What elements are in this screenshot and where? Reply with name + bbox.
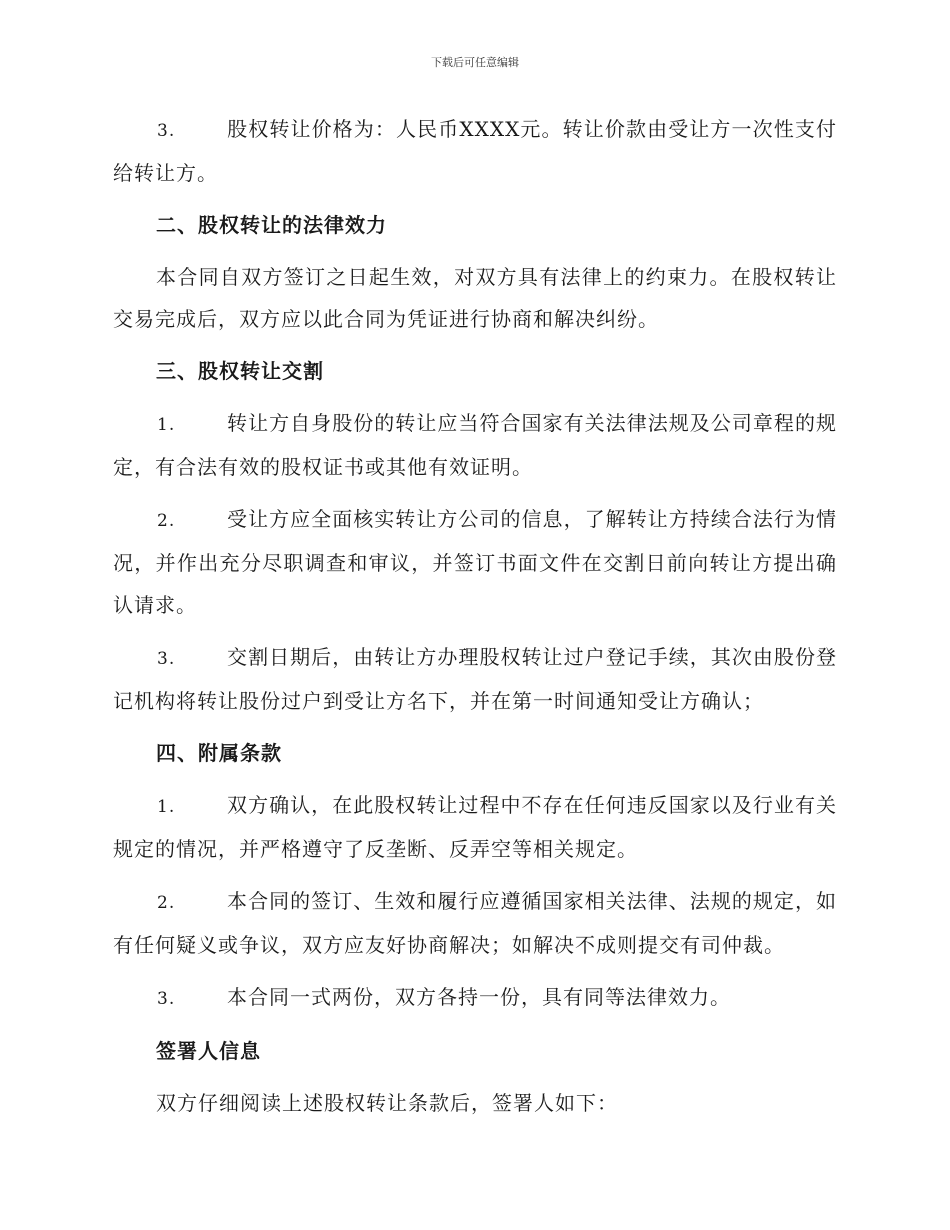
- page-header: 下载后可任意编辑: [431, 56, 519, 69]
- section-heading-delivery: 三、股权转让交割: [156, 359, 324, 383]
- clause-delivery-1: [113, 402, 837, 488]
- section-heading-legal-effect: 二、股权转让的法律效力: [156, 213, 387, 237]
- clause-price: [113, 108, 837, 194]
- clause-text: 股权转让价格为：人民币XXXX元。转让价款由受让方一次性支付给转让方。: [113, 117, 837, 185]
- clause-delivery-2: [113, 498, 837, 626]
- clause-number: 3.: [157, 121, 176, 141]
- clause-text: 本合同的签订、生效和履行应遵循国家相关法律、法规的规定，如有任何疑义或争议，双方应友好协商解决；如解决不成则提交有司仲裁。: [113, 889, 837, 957]
- clause-text: 交割日期后，由转让方办理股权转让过户登记手续，其次由股份登记机构将转让股份过户到受让方名下，并在第一时间通知受让方确认；: [113, 645, 837, 713]
- clause-number: 2.: [157, 893, 176, 913]
- paragraph-legal-effect: 本合同自双方签订之日起生效，对双方具有法律上的约束力。在股权转让交易完成后，双方应以此合同为凭证进行协商和解决纠纷。: [113, 265, 837, 331]
- clause-text: 本合同一式两份，双方各持一份，具有同等法律效力。: [227, 985, 731, 1009]
- clause-delivery-3: [113, 636, 837, 722]
- clause-number: 1.: [157, 415, 176, 435]
- paragraph-signatories: 双方仔细阅读上述股权转让条款后，签署人如下：: [156, 1091, 618, 1115]
- clause-text: 转让方自身股份的转让应当符合国家有关法律法规及公司章程的规定，有合法有效的股权证书或其他有效证明。: [113, 411, 837, 479]
- clause-text: 受让方应全面核实转让方公司的信息，了解转让方持续合法行为情况，并作出充分尽职调查和审议，并签订书面文件在交割日前向转让方提出确认请求。: [113, 507, 837, 617]
- clause-number: 1.: [157, 797, 176, 817]
- clause-ancillary-3: [113, 976, 837, 1020]
- clause-number: 2.: [157, 511, 176, 531]
- clause-ancillary-2: [113, 880, 837, 966]
- section-heading-signatories: 签署人信息: [156, 1039, 261, 1063]
- section-heading-ancillary: 四、附属条款: [156, 741, 282, 765]
- clause-number: 3.: [157, 989, 176, 1009]
- clause-number: 3.: [157, 649, 176, 669]
- clause-ancillary-1: [113, 784, 837, 870]
- clause-text: 双方确认，在此股权转让过程中不存在任何违反国家以及行业有关规定的情况，并严格遵守了反垄断、反弄空等相关规定。: [113, 793, 837, 861]
- document-body: [113, 108, 837, 1134]
